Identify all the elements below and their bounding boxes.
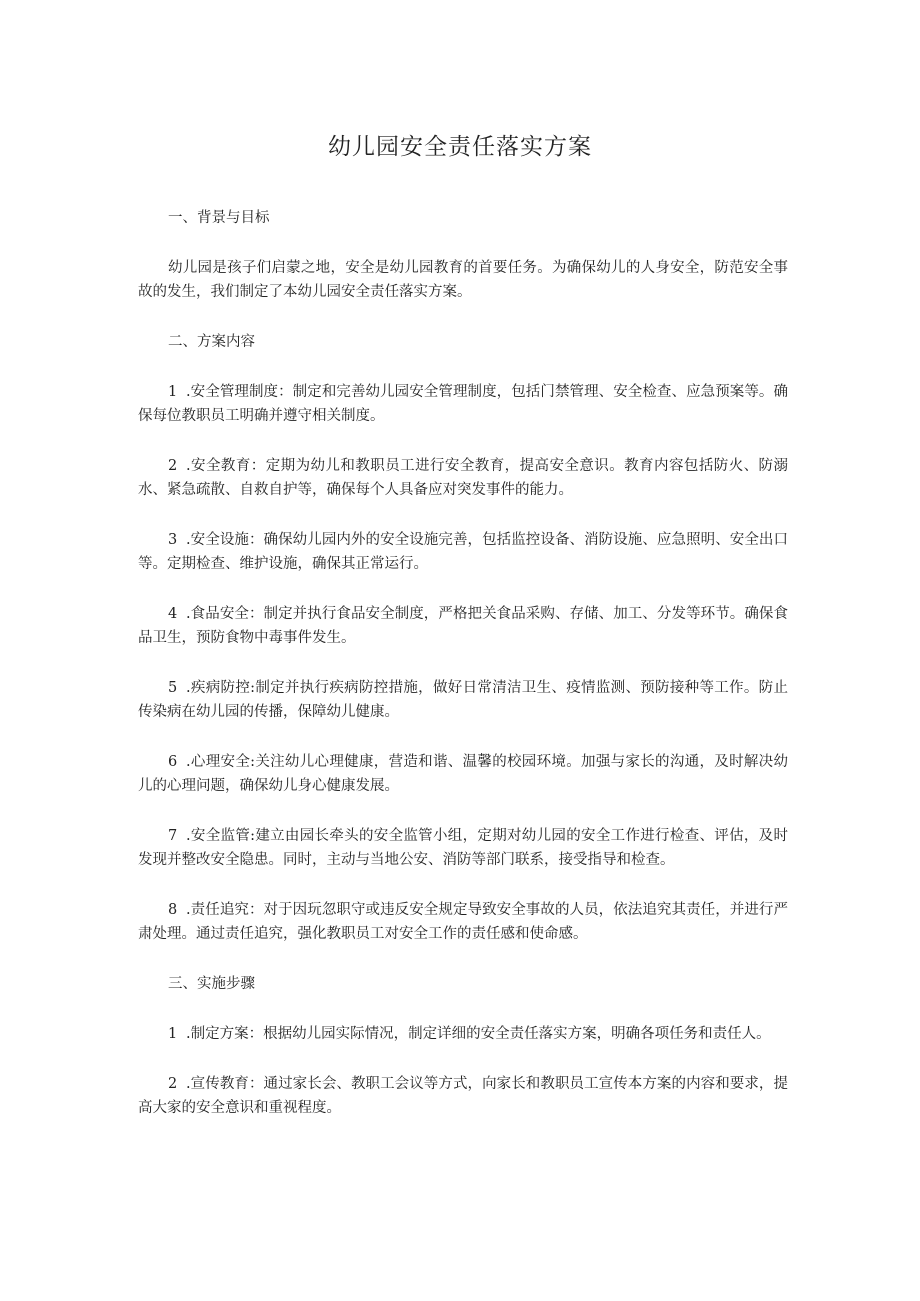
list-item [138, 750, 788, 798]
list-item [138, 528, 788, 576]
document-body [138, 206, 788, 1146]
list-item [138, 676, 788, 724]
list-item [138, 824, 788, 872]
item-number: 7 [168, 828, 178, 844]
item-text: .心理安全:关注幼儿心理健康，营造和谐、温馨的校园环境。加强与家长的沟通，及时解决幼儿的心理问题，确保幼儿身心健康发展。 [138, 754, 788, 794]
item-text: .责任追究：对于因玩忽职守或违反安全规定导致安全事故的人员，依法追究其责任，并进行严肃处理。通过责任追究，强化教职员工对安全工作的责任感和使命感。 [138, 902, 788, 942]
list-item [138, 602, 788, 650]
section-heading-background: 一、背景与目标 [168, 210, 270, 226]
background-paragraph: 幼儿园是孩子们启蒙之地，安全是幼儿园教育的首要任务。为确保幼儿的人身安全，防范安全事故的发生，我们制定了本幼儿园安全责任落实方案。 [138, 260, 788, 300]
item-text: .安全教育：定期为幼儿和教职员工进行安全教育，提高安全意识。教育内容包括防火、防溺水、紧急疏散、自救自护等，确保每个人具备应对突发事件的能力。 [138, 458, 788, 498]
item-number: 2 [168, 1076, 178, 1092]
list-item [138, 1022, 788, 1046]
list-item [138, 380, 788, 428]
item-number: 1 [168, 384, 178, 400]
list-item [138, 1072, 788, 1120]
item-text: .安全设施：确保幼儿园内外的安全设施完善，包括监控设备、消防设施、应急照明、安全出口等。定期检查、维护设施，确保其正常运行。 [138, 532, 788, 572]
section-heading-steps: 三、实施步骤 [168, 976, 255, 992]
item-text: .宣传教育：通过家长会、教职工会议等方式，向家长和教职员工宣传本方案的内容和要求，提高大家的安全意识和重视程度。 [138, 1076, 788, 1116]
item-number: 1 [168, 1026, 178, 1042]
item-text: .安全管理制度：制定和完善幼儿园安全管理制度，包括门禁管理、安全检查、应急预案等。确保每位教职员工明确并遵守相关制度。 [138, 384, 788, 424]
list-item [138, 454, 788, 502]
list-item [138, 898, 788, 946]
item-text: .疾病防控:制定并执行疾病防控措施，做好日常清洁卫生、疫情监测、预防接种等工作。防止传染病在幼儿园的传播，保障幼儿健康。 [138, 680, 788, 720]
item-number: 3 [168, 532, 178, 548]
item-number: 8 [168, 902, 178, 918]
item-number: 4 [168, 606, 178, 622]
document-title: 幼儿园安全责任落实方案 [328, 134, 592, 160]
item-number: 5 [168, 680, 178, 696]
section-heading-content: 二、方案内容 [168, 334, 255, 350]
item-number: 6 [168, 754, 178, 770]
item-text: .安全监管:建立由园长牵头的安全监管小组，定期对幼儿园的安全工作进行检查、评估，及时发现并整改安全隐患。同时，主动与当地公安、消防等部门联系，接受指导和检查。 [138, 828, 788, 868]
item-text: .食品安全：制定并执行食品安全制度，严格把关食品采购、存储、加工、分发等环节。确保食品卫生，预防食物中毒事件发生。 [138, 606, 788, 646]
item-number: 2 [168, 458, 178, 474]
item-text: .制定方案：根据幼儿园实际情况，制定详细的安全责任落实方案，明确各项任务和责任人。 [186, 1026, 771, 1042]
